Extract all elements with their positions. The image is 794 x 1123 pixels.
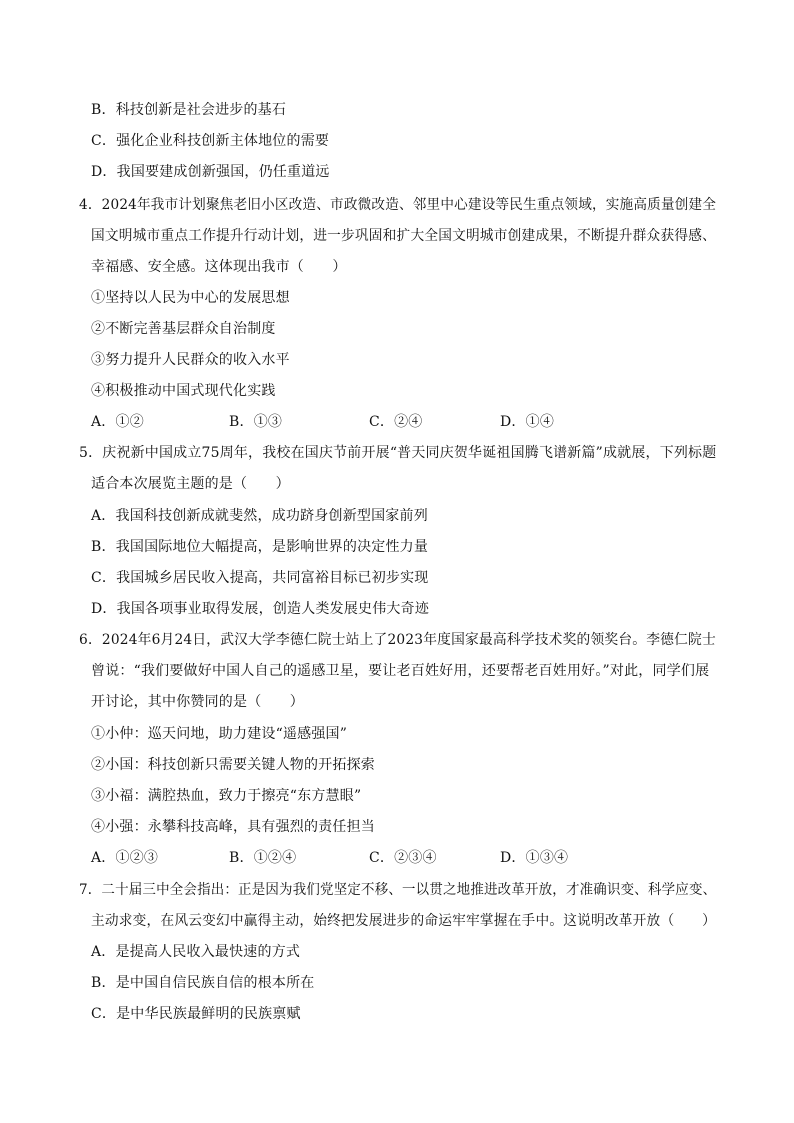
q4-choice-b[interactable]: B．①③ xyxy=(229,414,283,430)
q4-item-1: ①坚持以人民为中心的发展思想 xyxy=(91,290,290,306)
q6-stem-line-1: 6．2024年6月24日，武汉大学李德仁院士站上了2023年度国家最高科学技术奖的领奖台。李德仁院士 xyxy=(79,632,716,648)
q4-stem-line-1: 4．2024年我市计划聚焦老旧小区改造、市政微改造、邻里中心建设等民生重点领域，实施高质量创建全 xyxy=(79,197,717,213)
q5-option-c[interactable]: C．我国城乡居民收入提高，共同富裕目标已初步实现 xyxy=(91,570,429,586)
q6-item-3: ③小福：满腔热血，致力于擦亮“东方慧眼” xyxy=(91,788,362,804)
q5-option-a[interactable]: A．我国科技创新成就斐然，成功跻身创新型国家前列 xyxy=(91,508,428,524)
q7-stem-line-1: 7．二十届三中全会指出：正是因为我们党坚定不移、一以贯之地推进改革开放，才准确识变、科学应变、 xyxy=(79,882,717,898)
q7-option-a[interactable]: A．是提高人民收入最快速的方式 xyxy=(91,944,301,960)
q4-item-3: ③努力提升人民群众的收入水平 xyxy=(91,352,290,368)
q4-item-4: ④积极推动中国式现代化实践 xyxy=(91,383,276,399)
q7-stem-line-2: 主动求变，在风云变幻中赢得主动，始终把发展进步的命运牢牢掌握在手中。这说明改革开放（ ） xyxy=(91,913,717,929)
q4-stem-line-3: 幸福感、安全感。这体现出我市（ ） xyxy=(91,259,347,275)
q6-choice-b[interactable]: B．①②④ xyxy=(229,850,297,866)
q6-item-4: ④小强：永攀科技高峰，具有强烈的责任担当 xyxy=(91,819,375,835)
q4-choice-d[interactable]: D．①④ xyxy=(500,414,555,430)
q4-stem-line-2: 国文明城市重点工作提升行动计划，进一步巩固和扩大全国文明城市创建成果，不断提升群众获得感、 xyxy=(91,228,717,244)
q7-option-b[interactable]: B．是中国自信民族自信的根本所在 xyxy=(91,975,315,991)
q7-option-c[interactable]: C．是中华民族最鲜明的民族禀赋 xyxy=(91,1006,301,1022)
q6-choice-d[interactable]: D．①③④ xyxy=(500,850,569,866)
q6-item-2: ②小国：科技创新只需要关键人物的开拓探索 xyxy=(91,757,375,773)
q4-choice-c[interactable]: C．②④ xyxy=(369,414,423,430)
q6-choice-a[interactable]: A．①②③ xyxy=(91,850,159,866)
q6-item-1: ①小仲：巡天问地，助力建设“遥感强国” xyxy=(91,726,348,742)
q4-item-2: ②不断完善基层群众自治制度 xyxy=(91,321,276,337)
q5-option-b[interactable]: B．我国国际地位大幅提高，是影响世界的决定性力量 xyxy=(91,539,429,555)
q6-choice-c[interactable]: C．②③④ xyxy=(369,850,437,866)
q5-stem-line-2: 适合本次展览主题的是（ ） xyxy=(91,476,290,492)
q4-choice-a[interactable]: A．①② xyxy=(91,414,144,430)
q5-option-d[interactable]: D．我国各项事业取得发展，创造人类发展史伟大奇迹 xyxy=(91,601,430,617)
q6-stem-line-3: 开讨论，其中你赞同的是（ ） xyxy=(91,694,304,710)
q3-option-c[interactable]: C．强化企业科技创新主体地位的需要 xyxy=(91,133,330,149)
q6-stem-line-2: 曾说：“我们要做好中国人自己的遥感卫星，要让老百姓好用，还要帮老百姓用好。”对此，同学们展 xyxy=(91,663,710,679)
q3-option-d[interactable]: D．我国要建成创新强国，仍任重道远 xyxy=(91,164,330,180)
q3-option-b[interactable]: B．科技创新是社会进步的基石 xyxy=(91,102,287,118)
q5-stem-line-1: 5．庆祝新中国成立75周年，我校在国庆节前开展“普天同庆贺华诞祖国腾飞谱新篇”成就展，下列标题 xyxy=(79,445,717,461)
